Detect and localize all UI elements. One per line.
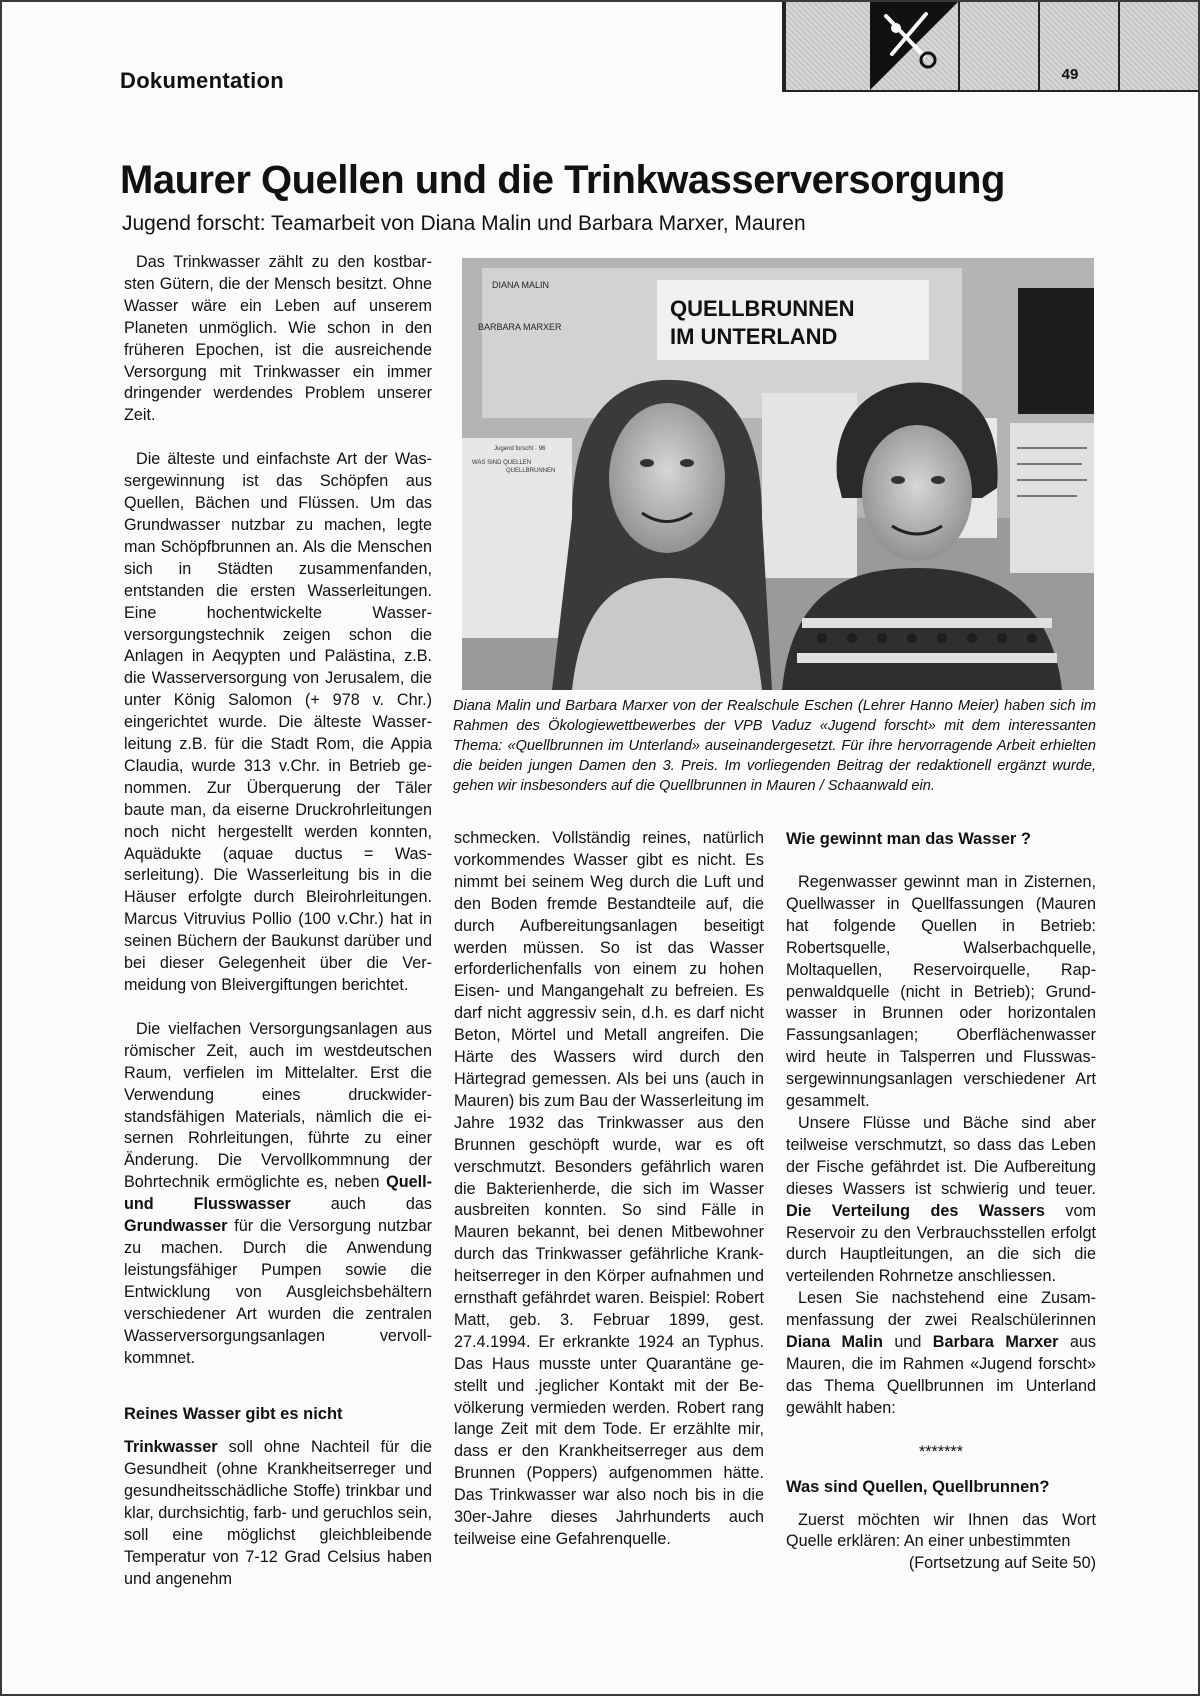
paragraph: Unsere Flüsse und Bäche sind aber teilweise verschmutzt, so dass das Leben der Fische gefährdet ist. Die Aufbereitung dieses Wassers ist schwierig und teuer. Die Verteilung des Wassers vom Reservoir zu den Verbrauchsstellen erfolgt durch Hauptleitungen, an die sich die verteilenden Rohrnetze anschliessen. bbox=[786, 1113, 1096, 1286]
paragraph: Regenwasser gewinnt man in Zisternen, Quellwasser in Quellfassungen (Mauren hat folgende Quellen in Betrieb: Robertsquelle, Walserbachquelle, Moltaquellen, Reservoirquelle, Rappenwaldquelle (nicht in Betrieb); Grundwasser in Brunnen oder horizontalen Fassungsanlagen; Oberflächenwasser wird heute in Talsperren und Flusswassergewinnungsanlagen verschiedener Art gesammelt. bbox=[786, 873, 1096, 1111]
poster-name-1: DIANA MALIN bbox=[492, 280, 550, 290]
paragraph: Die älteste und einfachste Art der Wassergewinnung ist das Schöpfen aus Quellen, Bächen und Flüssen. Um das Grundwasser nutzbar zu machen, legte man Schöpfbrunnen an. Als die Menschen sich in Städten zusammenfanden, entstanden die ersten Wasserleitungen. Eine hochentwickelte Wasserversorgungstechnik zeigen schon die Anlagen in Aeqypten und Palästina, z.B. die Wasserversorgung von Jerusalem, die unter König Salomon (+ 978 v. Chr.) eingerichtet wurde. Die älteste Wasserleitung z.B. für die Stadt Rom, die Appia Claudia, wurde 313 v.Chr. in Betrieb genommen. Zur Überquerung der Täler baute man, da eiserne Druckrohrleitungen noch nicht hergestellt werden konnten, Aquädukte (aquae ductus = Wasserleitung). Die Wasserleitung bis in die Häuser erfolgte durch Bleirohrleitungen. Marcus Vitruvius Pollio (100 v.Chr.) hat in seinen Büchern der Baukunst darüber und bei dieser Gelegenheit über die Vermeidung von Bleivergiftungen berichtet. bbox=[124, 450, 432, 994]
paragraph: Lesen Sie nachstehend eine Zusammenfassung der zwei Realschülerinnen Diana Malin und Barbara Marxer aus Mauren, die im Rahmen «Jugend forscht» das Thema Quellbrunnen im Unterland gewählt haben: bbox=[786, 1289, 1096, 1417]
section-heading: Reines Wasser gibt es nicht bbox=[124, 1405, 343, 1424]
sheet-line: QUELLBRUNNEN bbox=[506, 468, 556, 474]
poster-title-2: IM UNTERLAND bbox=[670, 324, 838, 349]
paragraph: schmecken. Vollständig reines, natürlich vorkommendes Wasser gibt es nicht. Es nimmt bei seinem Weg durch die Luft und den Boden fremde Bestandteile auf, die durch Aufbereitungsanlagen beseitigt werden müssen. So ist das Wasser erforderlichenfalls von einem zu hohen Eisen- und Mangangehalt zu befreien. Es darf nicht aggressiv sein, d.h. es darf nicht Beton, Mörtel und Metall angreifen. Die Härte des Wassers wird durch den Härtegrad gemessen. Als bei uns (auch in Mauren) bis zum Bau der Wasserleitung im Jahre 1932 das Trinkwasser aus den Brunnen geschöpft wurde, war es oft verschmutzt. Besonders gefährlich waren die Bakterienherde, die sich im Wasser ausbreiten konnten. So sind Fälle in Mauren bekannt, bei denen Mitbewohner durch das Trinkwasser gefährliche Krankheitserreger in den Körper aufnahmen und ernsthaft gefährdet waren. Beispiel: Robert Matt, geb. 3. Februar 1899, gest. 27.4.1994. Er erkrankte 1924 an Typhus. Das Haus musste unter Quarantäne gestellt und .jeglicher Kontakt mit der Bevölkerung vermieden werden. Robert rang lange Zeit mit dem Tode. Er erzählte mir, dass er den Krankheitserreger aus dem Brunnen (Poppers) aufgenommen hätte. Das Trinkwasser war also noch bis in die 30er-Jahre dieses Jahrhunderts auch teilweise eine Gefahrenquelle. bbox=[454, 829, 764, 1548]
poster-name-2: BARBARA MARXER bbox=[478, 322, 562, 332]
poster-title-1: QUELLBRUNNEN bbox=[670, 296, 855, 321]
paragraph: Das Trinkwasser zählt zu den kostbarsten Gütern, die der Mensch besitzt. Ohne Wasser wäre ein Leben auf unserem Planeten unmöglich. Wie schon in den früheren Epochen, ist die ausreichende Versorgung mit Trinkwasser ein immer dringender werdendes Problem unserer Zeit. bbox=[124, 253, 432, 425]
section-label: Dokumentation bbox=[120, 68, 285, 93]
paragraph: Die vielfachen Versorgungsanlagen aus römischer Zeit, auch im westdeutschen Raum, verfielen im Mittelalter. Erst die Verwendung eines druckwiderstandsfähigen Materials, nämlich die eisernen Rohrleitungen, führte zu einer Änderung. Die Vervollkommnung der Bohrtechnik ermöglichte es, neben Quell- und Flusswasser auch das Grundwasser für die Versorgung nutzbar zu machen. Durch die Anwendung leistungsfähiger Pumpen sowie die Entwicklung von Ausgleichsbehältern verschiedener Art wurden die zentralen Wasserversorgungsanlagen vervollkommnet. bbox=[124, 1019, 432, 1367]
article-photo bbox=[462, 258, 1094, 690]
text-column-3 bbox=[786, 828, 1096, 1575]
header-grid bbox=[782, 2, 1198, 92]
article-subtitle: Jugend forscht: Teamarbeit von Diana Malin und Barbara Marxer, Mauren bbox=[122, 212, 806, 235]
section-heading: Wie gewinnt man das Wasser ? bbox=[786, 830, 1031, 848]
scissors-icon bbox=[872, 4, 952, 84]
sheet-line: WAS SIND QUELLEN bbox=[472, 460, 532, 466]
continuation-note: (Fortsetzung auf Seite 50) bbox=[908, 1554, 1096, 1573]
text-column-2 bbox=[454, 828, 764, 1551]
photo-caption: Diana Malin und Barbara Marxer von der Realschule Eschen (Lehrer Hanno Meier) haben sich im Rahmen des Ökologiewettbewerbes der VPB Vaduz «Jugend forscht» mit dem interessanten Thema: «Quellbrunnen im Unterland» auseinandergesetzt. Für ihre hervorragende Arbeit erhielten die beiden jungen Damen den 3. Preis. Im vorliegenden Beitrag der redaktionell ergänzt wurde, gehen wir insbesonders auf die Quellbrunnen in Mauren / Schaanwald ein. bbox=[453, 698, 1096, 794]
photo-illustration bbox=[462, 258, 1094, 690]
page-number: 49 bbox=[1061, 66, 1079, 83]
sheet-heading: Jugend forscht · 96 bbox=[494, 446, 546, 452]
separator-stars: ******* bbox=[918, 1442, 964, 1461]
paragraph: Trinkwasser soll ohne Nachteil für die Gesundheit (ohne Krankheitserreger und gesundheitsschädliche Stoffe) trinkbar und klar, durchsichtig, farb- und geruchlos sein, soll eine möglichst gleichbleibende Temperatur von 7-12 Grad Celsius haben und angenehm bbox=[124, 1438, 432, 1588]
text-column-1 bbox=[124, 252, 432, 1591]
paragraph: Zuerst möchten wir Ihnen das Wort Quelle erklären: An einer unbestimmten bbox=[786, 1510, 1096, 1551]
section-heading: Was sind Quellen, Quellbrunnen? bbox=[786, 1477, 1050, 1496]
article-title: Maurer Quellen und die Trinkwasserversorgung bbox=[120, 158, 1005, 202]
magazine-page bbox=[2, 2, 1198, 1694]
